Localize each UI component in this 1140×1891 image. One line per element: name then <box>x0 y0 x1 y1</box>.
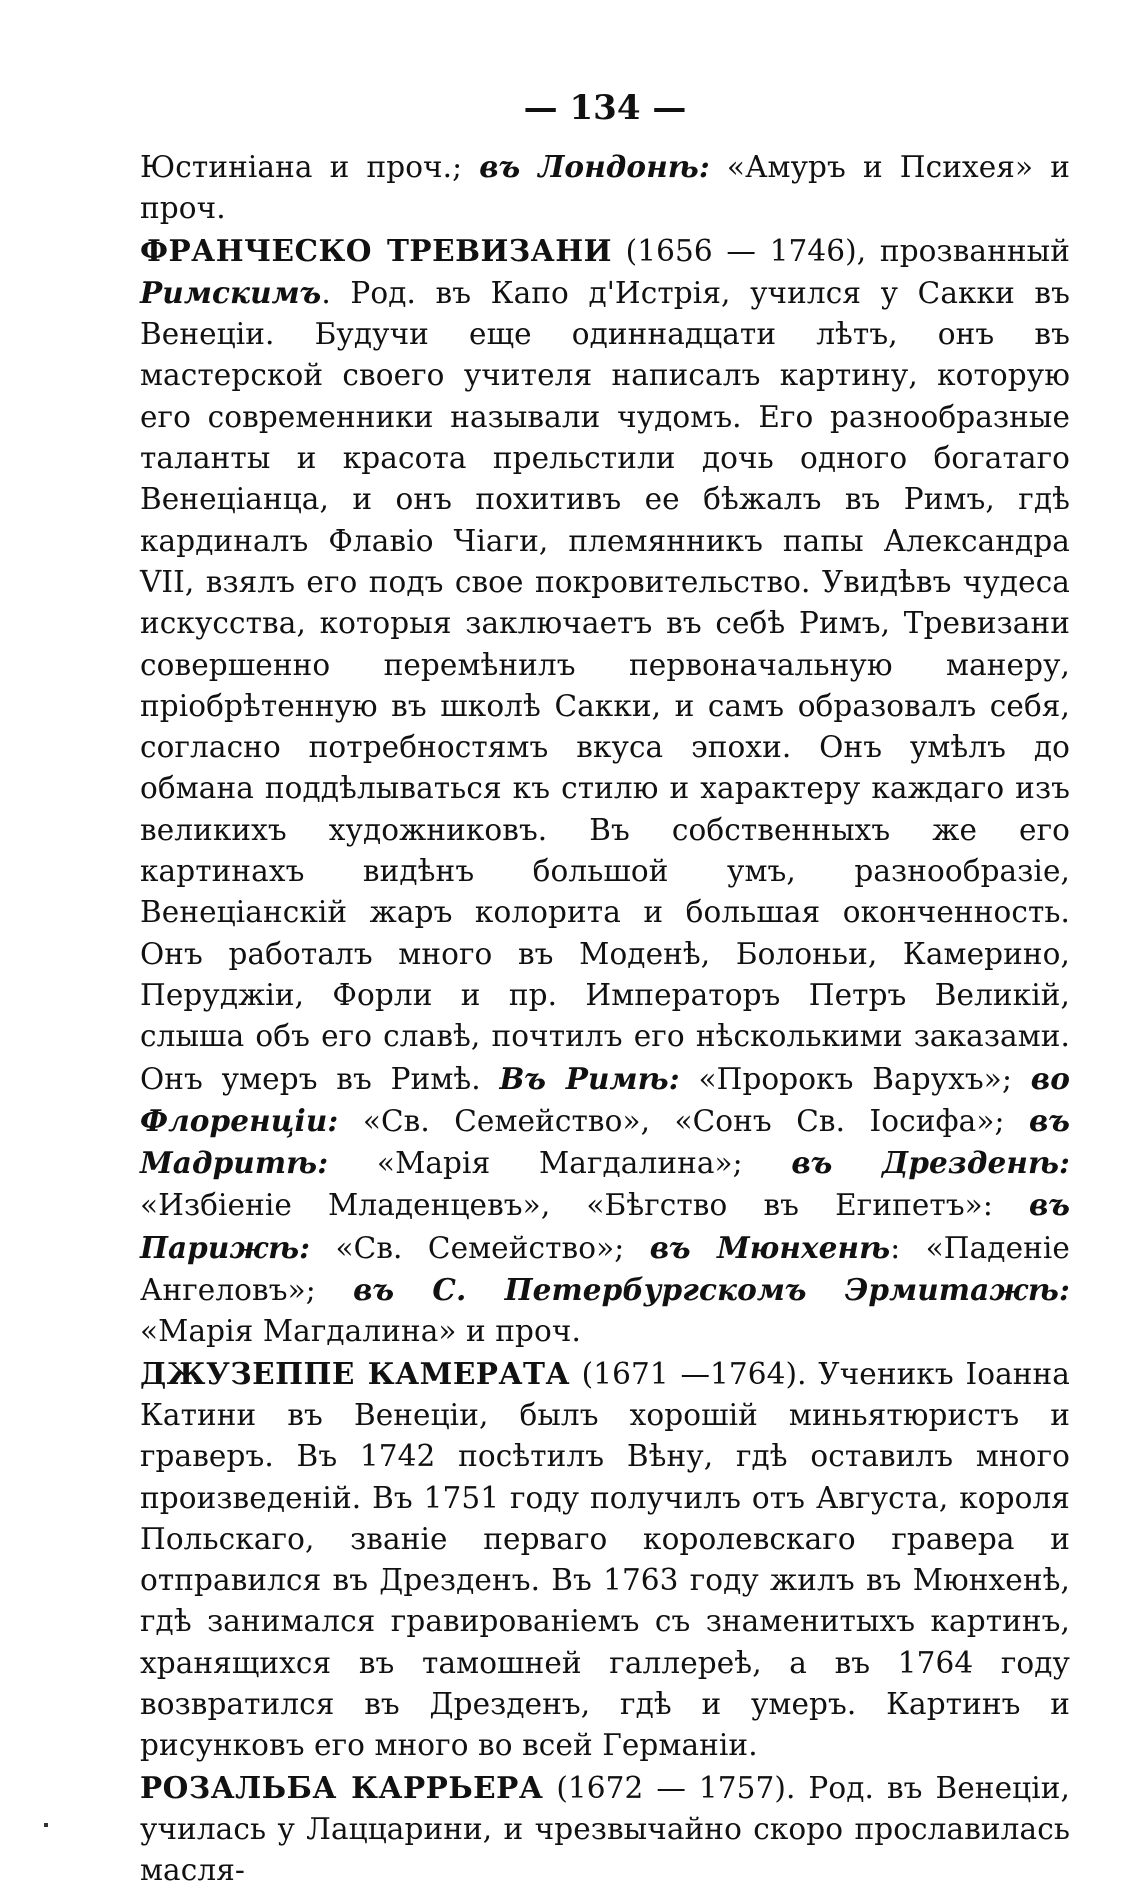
paragraph-carriera <box>140 1767 1070 1891</box>
paragraph-continuation <box>140 146 1070 230</box>
body-text-run: : «Паденіе Ангеловъ»; <box>140 1230 1070 1308</box>
body-text <box>140 146 1070 1891</box>
location-label: въ Мадритѣ: <box>140 1102 1070 1181</box>
scan-speck <box>44 1823 48 1827</box>
artist-name: ДЖУЗЕППЕ КАМЕРАТА <box>140 1355 570 1391</box>
body-text-run: (1671 —1764). Ученикъ Іоанна Катини въ Венеціи, былъ хорошій миньятюристъ и граверъ. Въ 1742 посѣтилъ Вѣну, гдѣ оставилъ много произведеній. Въ 1751 году получилъ отъ Августа, короля Польскаго, званіе перваго королевскаго гравера и отправился въ Дрезденъ. Въ 1763 году жилъ въ Мюнхенѣ, гдѣ занимался гравированіемъ съ знаменитыхъ картинъ, хранящихся въ тамошней галлереѣ, а въ 1764 году возвратился въ Дрезденъ, гдѣ и умеръ. Картинъ и рисунковъ его много во всей Германіи. <box>140 1356 1070 1763</box>
location-label: во Флоренціи: <box>140 1060 1070 1138</box>
body-text-run: «Избіеніе Младенцевъ», «Бѣгство въ Египетъ»: <box>140 1188 1029 1223</box>
location-label: Римскимъ <box>140 274 322 310</box>
paragraph-camerata <box>140 1353 1070 1767</box>
body-text-run: «Марія Магдалина» и проч. <box>140 1314 581 1349</box>
body-text-run: . Род. въ Капо д'Истрія, учился у Сакки въ Венеціи. Будучи еще одиннадцати лѣтъ, онъ въ мастерской своего учителя написалъ картину, которую его современники называли чудомъ. Его разнообразные таланты и красота прельстили дочь одного богатаго Венеціанца, и онъ похитивъ ее бѣжалъ въ Римъ, гдѣ кардиналъ Флавіо Чіаги, племянникъ папы Александра VII, взялъ его подъ свое покровительство. Увидѣвъ чудеса искусства, которыя заключаетъ въ себѣ Римъ, Тревизани совершенно перемѣнилъ первоначальную манеру, пріобрѣтенную въ школѣ Сакки, и самъ образовалъ себя, согласно потребностямъ вкуса эпохи. Онъ умѣлъ до обмана поддѣлываться къ стилю и характеру каждаго изъ великихъ художниковъ. Въ собственныхъ же его картинахъ видѣнъ большой умъ, разнообразіе, Венеціанскій жаръ колорита и большая оконченность. Онъ работалъ много въ Моденѣ, Болоньи, Камерино, Перуджіи, Форли и пр. Императоръ Петръ Великій, слыша объ его славѣ, почтилъ его нѣсколькими заказами. Онъ умеръ въ Римѣ. <box>140 275 1070 1096</box>
body-text-run: «Св. Семейство», «Сонъ Св. Іосифа»; <box>338 1103 1029 1138</box>
artist-name: ФРАНЧЕСКО ТРЕВИЗАНИ <box>140 232 612 268</box>
body-text-run: «Марія Магдалина»; <box>328 1146 792 1181</box>
body-text-run: (1656 — 1746), прозванный <box>611 233 1070 268</box>
body-text-run: «Амуръ и Психея» и проч. <box>140 150 1070 226</box>
paragraph-trevisani <box>140 230 1070 1353</box>
body-text-run: «Пророкъ Варухъ»; <box>679 1061 1031 1096</box>
body-text-run: Юстиніана и проч.; <box>140 150 480 184</box>
location-label: въ Парижѣ: <box>140 1187 1070 1265</box>
location-label: въ С. Петербургскомъ Эрмитажѣ: <box>353 1272 1070 1308</box>
location-label: Въ Римѣ: <box>499 1060 680 1096</box>
location-label: въ Дрезденѣ: <box>791 1145 1071 1181</box>
book-page <box>140 78 1070 1891</box>
location-label: въ Лондонѣ: <box>479 149 710 184</box>
body-text-run: «Св. Семейство»; <box>310 1230 650 1265</box>
artist-name: РОЗАЛЬБА КАРРЬЕРА <box>140 1769 544 1805</box>
location-label: въ Мюнхенѣ <box>649 1229 891 1265</box>
page-number: — 134 — <box>523 88 687 128</box>
body-text-run: (1672 — 1757). Род. въ Венеціи, училась у Лаццарини, и чрезвычайно скоро прославилась масля- <box>140 1770 1070 1888</box>
